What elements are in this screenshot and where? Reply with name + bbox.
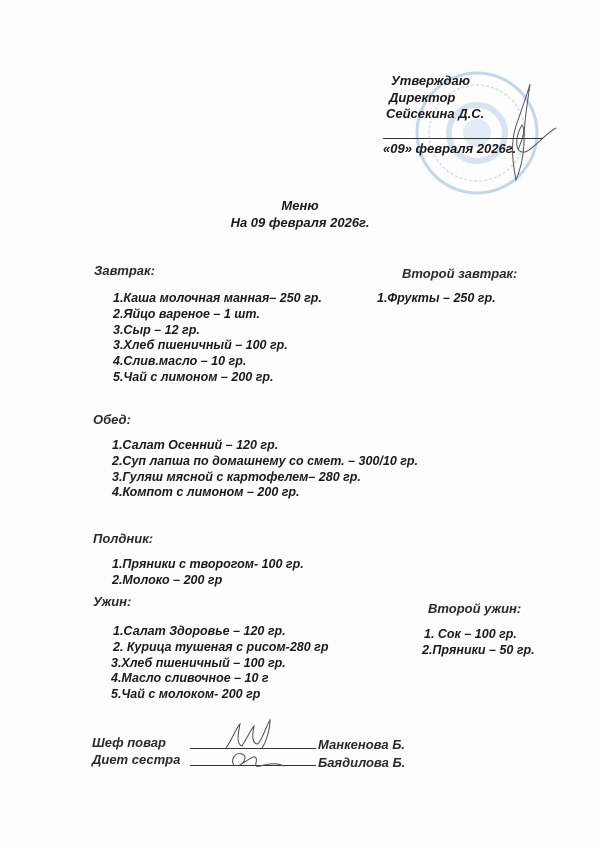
list-item: 5.Чай с лимоном – 200 гр. [113, 369, 274, 384]
approval-title: Утверждаю [391, 73, 470, 88]
nurse-name: Баядилова Б. [318, 755, 406, 770]
list-item: 2.Суп лапша по домашнему со смет. – 300/10 гр. [112, 453, 419, 468]
list-item: 1.Салат Осенний – 120 гр. [112, 438, 279, 452]
second-dinner-list [422, 627, 535, 659]
list-item: 2.Молоко – 200 гр [112, 572, 223, 587]
lunch-title: Обед: [93, 412, 131, 427]
list-item: 3.Хлеб пшеничный – 100 гр. [113, 338, 288, 353]
approval-director-name: Сейсекина Д.С. [386, 106, 485, 121]
chef-name: Манкенова Б. [318, 737, 406, 752]
list-item: 3.Гуляш мясной с картофелем– 280 гр. [112, 469, 361, 484]
page-subtitle: На 09 февраля 2026г. [230, 215, 370, 230]
page-title: Меню [281, 198, 319, 213]
list-item: 1.Салат Здоровье – 120 гр. [113, 624, 286, 638]
lunch-list [112, 438, 418, 501]
list-item: 1.Каша молочная манная– 250 гр. [113, 291, 322, 305]
list-item: 2.Яйцо вареное – 1 шт. [113, 306, 260, 321]
nurse-signature-icon [226, 748, 286, 772]
second-dinner-title: Второй ужин: [428, 601, 522, 616]
list-item: 2.Пряники – 50 гр. [422, 642, 535, 657]
breakfast-list [113, 291, 322, 386]
list-item: 4.Масло сливочное – 10 г [111, 671, 269, 686]
second-breakfast-list [377, 291, 496, 307]
snack-title: Полдник: [93, 531, 154, 546]
list-item: 5.Чай с молоком- 200 гр [111, 687, 261, 702]
approval-signature-line [383, 138, 543, 139]
chef-role: Шеф повар [92, 735, 166, 750]
dinner-title: Ужин: [93, 594, 132, 609]
approval-block [388, 73, 484, 123]
list-item: 1. Сок – 100 гр. [424, 627, 517, 641]
approval-position: Директор [389, 89, 456, 105]
dinner-list [111, 624, 328, 703]
approval-date: «09» февраля 2026г. [383, 141, 517, 156]
list-item: 4.Компот с лимоном – 200 гр. [112, 485, 300, 500]
director-signature-icon [488, 80, 558, 190]
list-item: 4.Слив.масло – 10 гр. [113, 354, 247, 369]
list-item: 2. Курица тушеная с рисом-280 гр [113, 639, 329, 654]
second-breakfast-title: Второй завтрак: [402, 266, 518, 281]
list-item: 3.Хлеб пшеничный – 100 гр. [111, 655, 286, 670]
list-item: 1.Пряники с творогом- 100 гр. [112, 557, 304, 571]
nurse-role: Диет сестра [92, 752, 181, 767]
chef-signature-icon [222, 718, 282, 752]
snack-list [112, 557, 304, 589]
list-item: 1.Фрукты – 250 гр. [377, 291, 496, 305]
list-item: 3.Сыр – 12 гр. [113, 322, 200, 337]
breakfast-title: Завтрак: [94, 263, 155, 278]
